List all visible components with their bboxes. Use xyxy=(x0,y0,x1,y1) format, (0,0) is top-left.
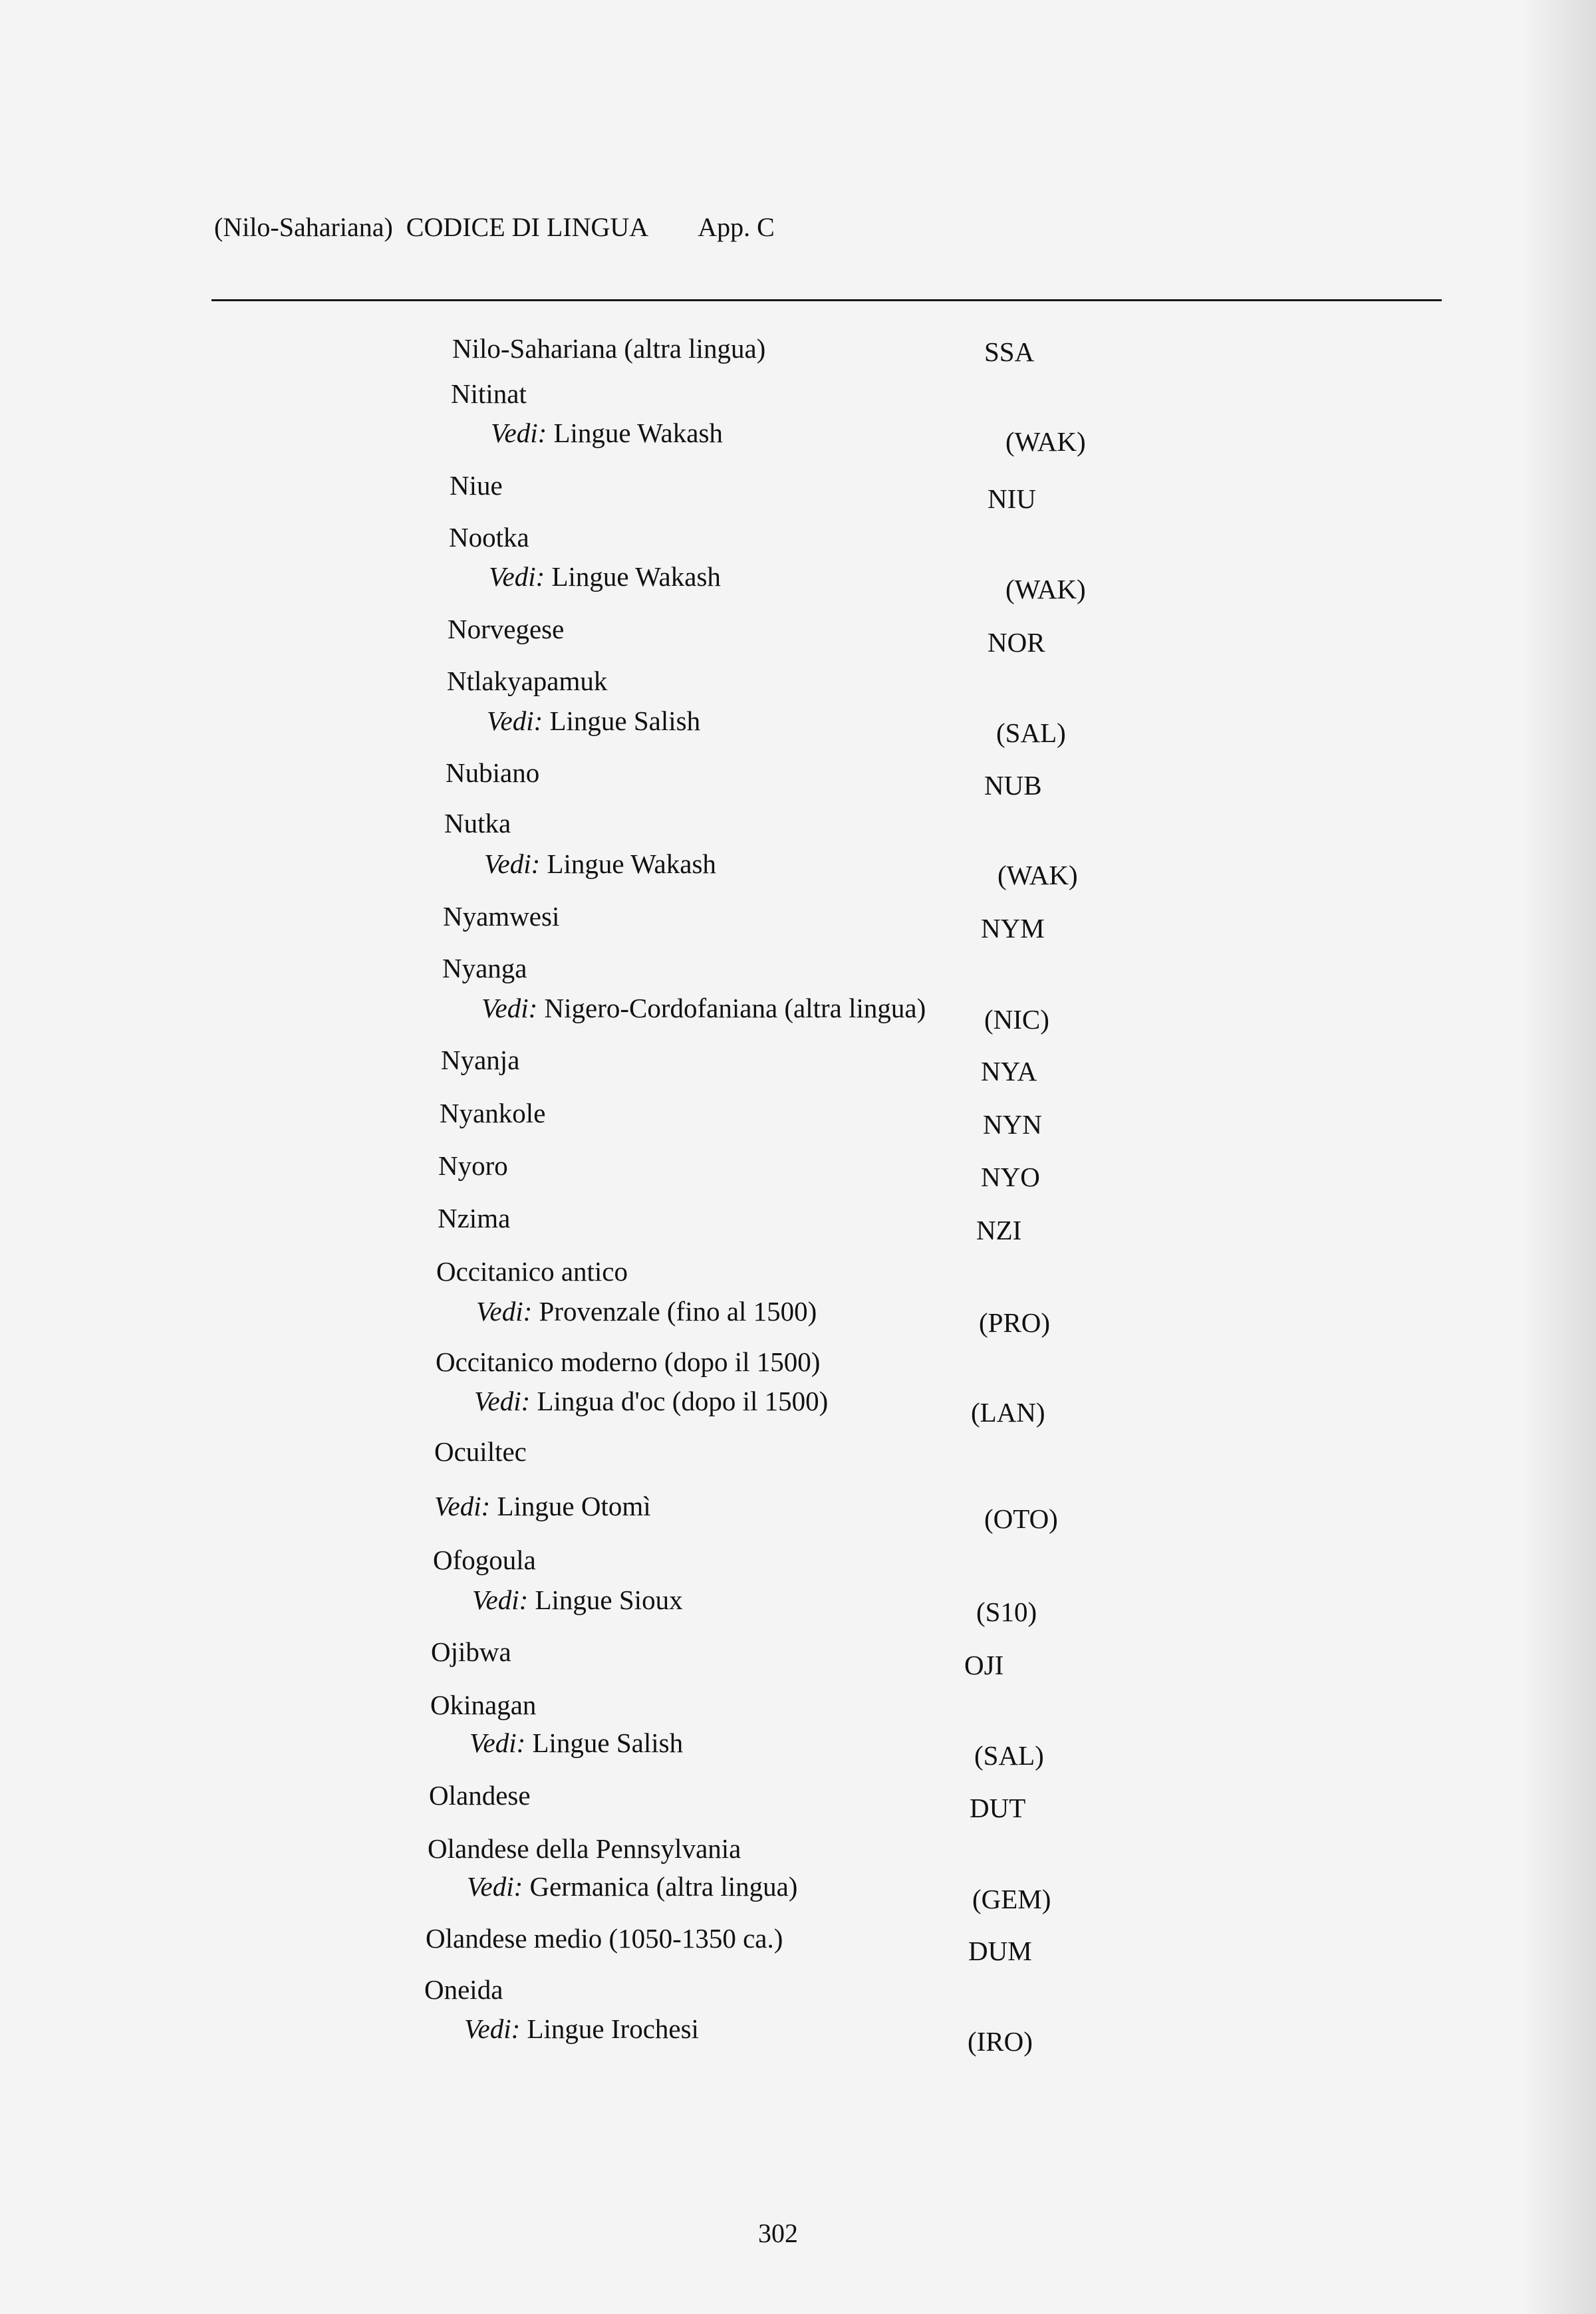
see-label: Vedi: xyxy=(464,2013,521,2044)
entry-code: NZI xyxy=(976,1215,1022,1245)
entry-code: (OTO) xyxy=(984,1503,1058,1534)
see-target: Lingue Otomì xyxy=(497,1491,651,1521)
entry-term: Nzima xyxy=(438,1203,511,1233)
entry-code: (S10) xyxy=(976,1597,1037,1627)
entry-see-reference xyxy=(491,417,723,449)
entry-see-reference xyxy=(467,1870,797,1902)
see-label: Vedi: xyxy=(467,1871,523,1902)
entry-term: Ojibwa xyxy=(431,1636,511,1667)
entry-term: Niue xyxy=(450,470,503,501)
see-target: Germanica (altra lingua) xyxy=(529,1871,798,1902)
entry-code: (WAK) xyxy=(1005,574,1086,604)
entry-term: Nyoro xyxy=(438,1150,508,1181)
entry-term: Occitanico moderno (dopo il 1500) xyxy=(436,1347,821,1377)
see-label: Vedi: xyxy=(474,1386,531,1416)
see-label: Vedi: xyxy=(434,1491,491,1521)
entry-term: Ntlakyapamuk xyxy=(447,666,608,696)
see-label: Vedi: xyxy=(491,418,547,448)
page-number: 302 xyxy=(758,2218,798,2248)
entry-see-reference xyxy=(476,1295,817,1327)
entry-code: OJI xyxy=(964,1650,1004,1680)
entry-see-reference xyxy=(464,2013,699,2045)
entry-code: NOR xyxy=(988,627,1045,658)
see-label: Vedi: xyxy=(476,1296,533,1327)
see-target: Lingue Wakash xyxy=(553,418,723,448)
entry-term: Olandese medio (1050-1350 ca.) xyxy=(426,1923,783,1954)
see-label: Vedi: xyxy=(487,706,543,736)
entry-term: Nootka xyxy=(449,522,529,553)
entry-term: Nubiano xyxy=(446,757,540,788)
entry-term: Olandese xyxy=(429,1780,531,1811)
see-label: Vedi: xyxy=(472,1585,529,1615)
entry-code: (GEM) xyxy=(972,1884,1051,1914)
entry-code: (NIC) xyxy=(984,1004,1049,1035)
entry-see-reference xyxy=(481,992,926,1024)
entry-code: NIU xyxy=(988,483,1036,514)
see-label: Vedi: xyxy=(489,561,545,592)
entry-see-reference xyxy=(487,705,700,737)
entry-code: DUT xyxy=(970,1793,1026,1823)
entry-code: DUM xyxy=(968,1936,1032,1966)
entry-code: (SAL) xyxy=(974,1740,1044,1771)
entry-term: Nyanga xyxy=(442,953,527,983)
see-target: Lingue Wakash xyxy=(551,561,721,592)
entry-code: (LAN) xyxy=(971,1397,1045,1428)
entry-term: Okinagan xyxy=(430,1690,537,1720)
entry-code: (WAK) xyxy=(998,860,1078,890)
entry-see-reference xyxy=(484,848,716,880)
entry-term: Occitanico antico xyxy=(436,1256,628,1287)
see-target: Provenzale (fino al 1500) xyxy=(539,1296,817,1327)
see-label: Vedi: xyxy=(484,848,541,879)
entry-see-reference xyxy=(489,561,721,592)
entry-term: Nutka xyxy=(444,808,511,838)
entry-code: SSA xyxy=(984,336,1035,367)
see-label: Vedi: xyxy=(469,1728,526,1758)
entry-code: NYN xyxy=(983,1109,1042,1140)
see-target: Nigero-Cordofaniana (altra lingua) xyxy=(544,993,926,1023)
entry-code: NYO xyxy=(981,1162,1040,1192)
entry-term: Nilo-Sahariana (altra lingua) xyxy=(452,333,766,364)
entry-term: Ofogoula xyxy=(433,1545,536,1575)
entry-code: NUB xyxy=(984,770,1042,801)
entry-see-reference xyxy=(472,1584,683,1616)
entry-code: (SAL) xyxy=(996,717,1066,748)
entry-term: Nyamwesi xyxy=(443,901,560,932)
entry-see-reference xyxy=(469,1727,683,1759)
entry-code: (WAK) xyxy=(1005,426,1086,457)
entry-term: Nyankole xyxy=(440,1098,546,1128)
entry-code: (PRO) xyxy=(979,1307,1051,1338)
see-target: Lingue Salish xyxy=(549,706,701,736)
entry-see-reference xyxy=(474,1385,828,1417)
header-title: CODICE DI LINGUA xyxy=(406,212,649,242)
entry-term: Olandese della Pennsylvania xyxy=(428,1833,741,1864)
see-target: Lingue Salish xyxy=(532,1728,684,1758)
entry-see-reference xyxy=(434,1490,651,1522)
entry-code: NYA xyxy=(981,1056,1037,1087)
see-target: Lingua d'oc (dopo il 1500) xyxy=(537,1386,829,1416)
entry-code: (IRO) xyxy=(968,2026,1033,2057)
see-label: Vedi: xyxy=(481,993,538,1023)
entry-term: Ocuiltec xyxy=(434,1436,527,1467)
entry-term: Nitinat xyxy=(451,378,527,409)
header-appendix: App. C xyxy=(698,212,775,242)
entry-term: Norvegese xyxy=(448,614,565,644)
entry-code: NYM xyxy=(981,913,1045,944)
entry-term: Nyanja xyxy=(441,1045,520,1075)
entry-term: Oneida xyxy=(424,1974,503,2005)
see-target: Lingue Wakash xyxy=(547,848,716,879)
see-target: Lingue Sioux xyxy=(535,1585,683,1615)
header-section: (Nilo-Sahariana) xyxy=(214,212,393,242)
see-target: Lingue Irochesi xyxy=(527,2013,699,2044)
